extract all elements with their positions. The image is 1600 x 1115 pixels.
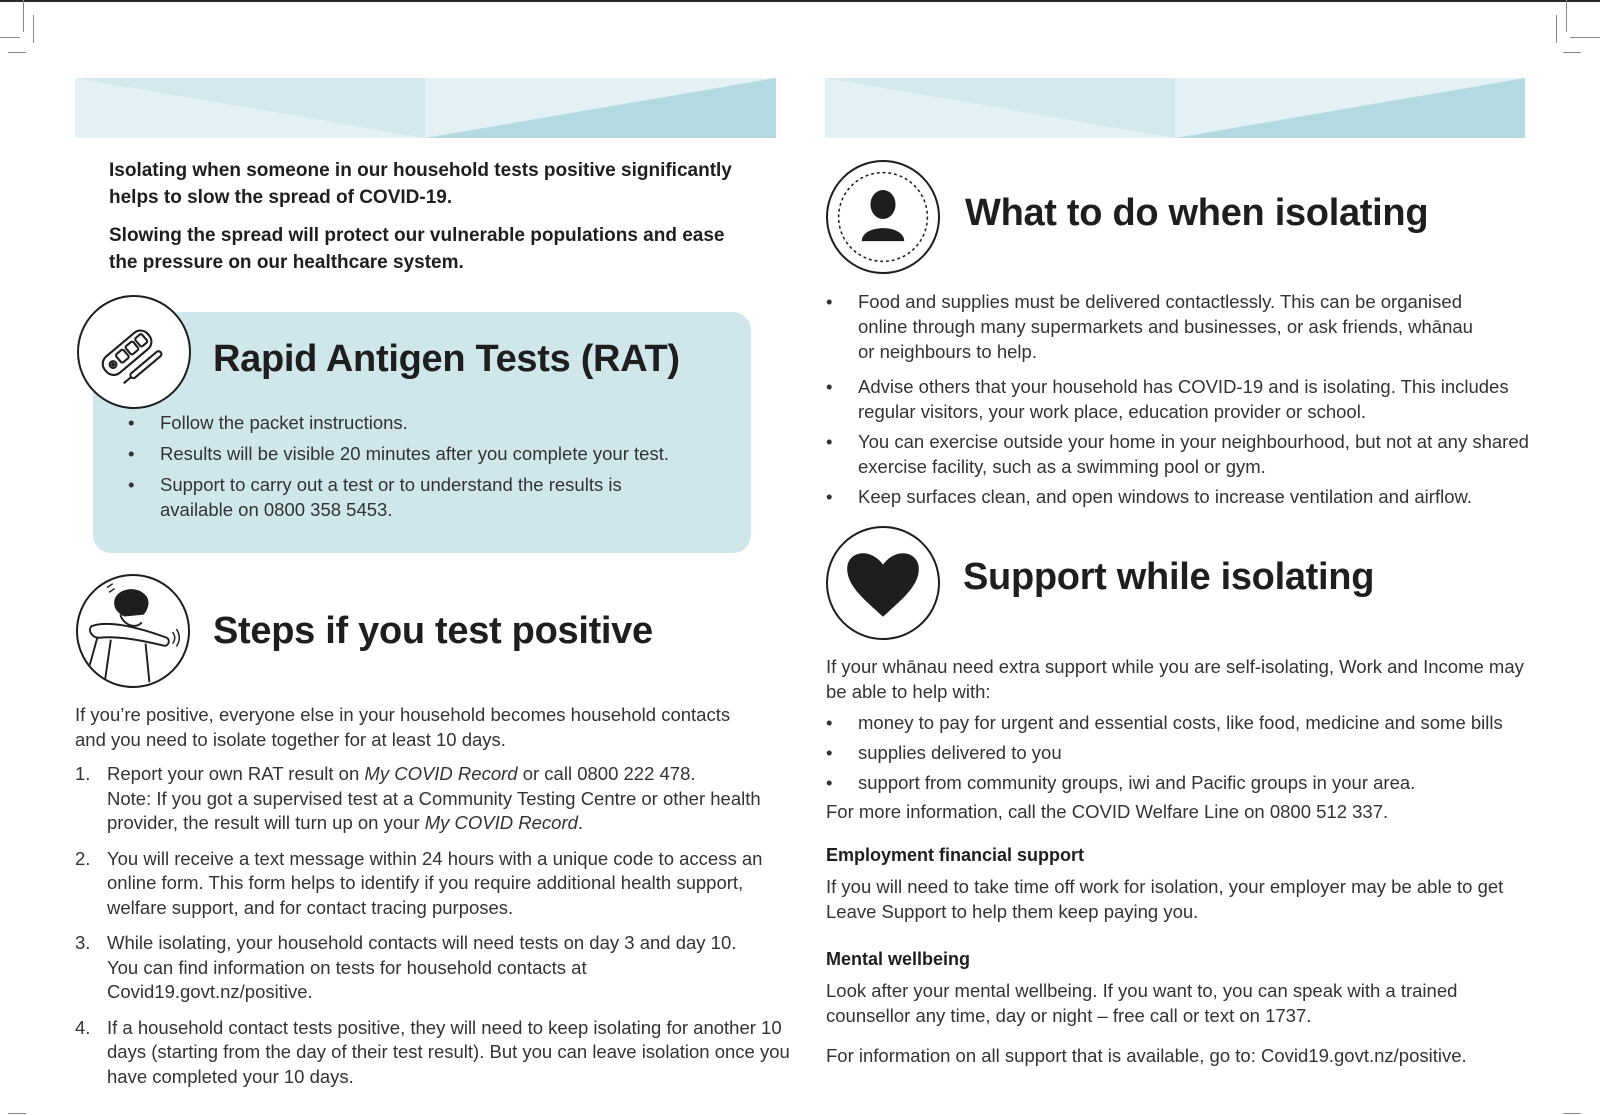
rapid-test-kit-icon xyxy=(77,295,191,409)
step-item: 2. You will receive a text message within 24 hours with a unique code to access an online form. This form helps to identify if you require additional health support, welfare support, and for contact tracing purposes. xyxy=(75,847,763,918)
employment-heading: Employment financial support xyxy=(826,845,1085,865)
list-item: • Results will be visible 20 minutes after you complete your test. xyxy=(128,443,669,464)
isolating-heading: What to do when isolating xyxy=(965,192,1429,234)
list-item: • money to pay for urgent and essential costs, like food, medicine and some bills xyxy=(826,712,1503,733)
rat-bullet-list xyxy=(128,410,728,522)
employment-text: If you will need to take time off work for isolation, your employer may be able to get Leave Support to help them keep paying you. xyxy=(826,876,1504,922)
crop-mark xyxy=(8,1113,26,1114)
header-banner-left xyxy=(75,78,776,138)
support-heading: Support while isolating xyxy=(963,556,1375,598)
step-item: 4. If a household contact tests positive, they will need to keep isolating for another 10 days (starting from the day of their test result). But you can leave isolation once you have completed your 10 days. xyxy=(75,1016,790,1087)
header-banner-right xyxy=(825,78,1525,138)
list-item: • Food and supplies must be delivered contactlessly. This can be organised online through many supermarkets and businesses, or ask friends, whānau or neighbours to help. xyxy=(826,291,1473,362)
intro-paragraph: Slowing the spread will protect our vulnerable populations and ease the pressure on our healthcare system. xyxy=(109,225,725,273)
support-intro: If your whānau need extra support while you are self-isolating, Work and Income may be able to help with: xyxy=(826,656,1524,702)
crop-mark xyxy=(0,37,20,38)
list-item: • You can exercise outside your home in your neighbourhood, but not at any shared exercise facility, such as a swimming pool or gym. xyxy=(826,431,1529,477)
welfare-line-text: For more information, call the COVID Welfare Line on 0800 512 337. xyxy=(826,801,1389,822)
step-item: 3. While isolating, your household contacts will need tests on day 3 and day 10. You can find information on tests for household contacts at Covid19.govt.nz/positive. xyxy=(75,932,737,1002)
support-bullet-list xyxy=(826,710,1546,795)
list-item: • Keep surfaces clean, and open windows to increase ventilation and airflow. xyxy=(826,486,1472,507)
intro-paragraph: Isolating when someone in our household tests positive significantly helps to slow the spread of COVID-19. xyxy=(109,160,732,208)
mental-wellbeing-text: Look after your mental wellbeing. If you want to, you can speak with a trained counsellor any time, day or night – free call or text on 1737. xyxy=(826,980,1458,1026)
rat-heading: Rapid Antigen Tests (RAT) xyxy=(213,338,680,380)
list-item: • Support to carry out a test or to understand the results is available on 0800 358 5453. xyxy=(128,474,622,520)
intro-text xyxy=(109,158,749,288)
crop-mark xyxy=(1563,1113,1581,1114)
crop-mark xyxy=(1570,37,1600,38)
person-icon xyxy=(826,160,940,274)
crop-mark xyxy=(23,0,24,32)
steps-heading: Steps if you test positive xyxy=(213,610,653,652)
person-coughing-icon xyxy=(76,574,190,688)
list-item: • supplies delivered to you xyxy=(826,742,1062,763)
list-item: • Advise others that your household has COVID-19 and is isolating. This includes regular visitors, your work place, education provider or school. xyxy=(826,376,1509,422)
list-item: • Follow the packet instructions. xyxy=(128,412,408,433)
list-item: • support from community groups, iwi and Pacific groups in your area. xyxy=(826,772,1416,793)
crop-mark xyxy=(1566,0,1567,32)
crop-mark xyxy=(1556,15,1557,43)
isolating-bullet-list xyxy=(826,289,1536,509)
support-footer-text: For information on all support that is available, go to: Covid19.govt.nz/positive. xyxy=(826,1045,1467,1066)
mental-wellbeing-heading: Mental wellbeing xyxy=(826,949,971,969)
step-item: 1. Report your own RAT result on My COVID Record or call 0800 222 478. Note: If you got a supervised test at a Community Testing Centre or other health provider, the result will turn up on your My COVID Record. xyxy=(75,763,761,833)
crop-mark xyxy=(33,15,34,43)
heart-icon xyxy=(826,526,940,640)
steps-list xyxy=(75,762,795,1100)
steps-intro: If you’re positive, everyone else in your household becomes household contacts and you need to isolate together for at least 10 days. xyxy=(75,704,731,750)
crop-mark xyxy=(8,52,26,53)
page-top-border xyxy=(0,0,1600,2)
crop-mark xyxy=(1563,52,1581,53)
